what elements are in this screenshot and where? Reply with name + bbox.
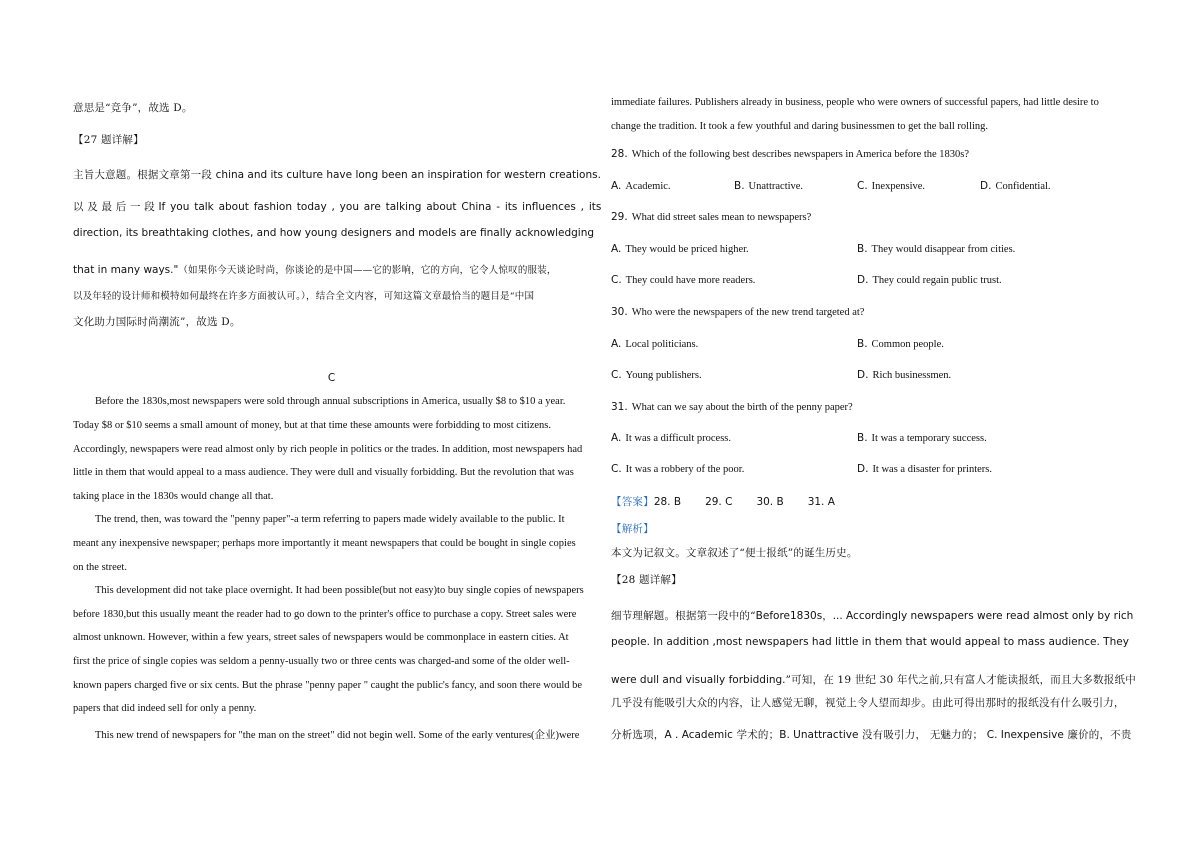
answer-line (611, 494, 859, 509)
option-28b[interactable]: B. Unattractive. (734, 180, 804, 192)
article-line: little in them that would appeal to a mass audience. They were dull and visually forbidding. But the revolution that was (73, 467, 574, 478)
paragraph: 主旨大意题。根据文章第一段 china and its culture have long been an inspiration for western creations. (73, 169, 601, 181)
option-29d[interactable]: D. They could regain public trust. (857, 274, 1002, 286)
article-line: The trend, then, was toward the "penny paper"-a term referring to papers made widely available to the public. It (95, 514, 565, 525)
detail-line: were dull and visually forbidding.”可知，在 19 世纪 30 年代之前,只有富人才能读报纸，而且大多数报纸中 (611, 674, 1136, 686)
question-30: 30. Who were the newspapers of the new trend targeted at? (611, 306, 865, 318)
heading-27: 【27 题详解】 (73, 134, 144, 146)
article-line: meant any inexpensive newspaper; perhaps more importantly it meant newspapers that could be bought in single copies (73, 538, 576, 549)
question-29: 29. What did street sales mean to newspapers? (611, 211, 812, 223)
option-31a[interactable]: A. It was a difficult process. (611, 432, 731, 444)
analysis-text: 本文为记叙文。文章叙述了“便士报纸”的诞生历史。 (611, 547, 858, 559)
option-29a[interactable]: A. They would be priced higher. (611, 243, 749, 255)
detail-line: people. In addition ,most newspapers had little in them that would appeal to mass audience. They (611, 636, 1129, 648)
question-31: 31. What can we say about the birth of the penny paper? (611, 401, 853, 413)
section-title: C (327, 372, 336, 384)
answer-29: 29. C (705, 496, 733, 508)
article-line: This new trend of newspapers for "the man on the street" did not begin well. Some of the early ventures(企业)were (95, 730, 580, 741)
option-28d[interactable]: D. Confidential. (980, 180, 1051, 192)
article-line: Today $8 or $10 seems a small amount of money, but at that time these amounts were forbidding to most citizens. (73, 420, 551, 431)
detail-line: 分析选项，A . Academic 学术的；B. Unattractive 没有吸引力， 无魅力的； C. Inexpensive 廉价的，不贵 (611, 729, 1132, 741)
article-line: before 1830,but this usually meant the reader had to go down to the printer's office to purchase a copy. Street sales were (73, 609, 577, 620)
article-line: Before the 1830s,most newspapers were sold through annual subscriptions in America, usually $8 to $10 a year. (95, 396, 566, 407)
option-28c[interactable]: C. Inexpensive. (857, 180, 926, 192)
option-28a[interactable]: A. Academic. (611, 180, 671, 192)
paragraph: 以及年轻的设计师和模特如何最终在许多方面被认可。），结合全文内容，可知这篇文章最恰当的题目是“中国 (73, 291, 535, 302)
article-line: Accordingly, newspapers were read almost only by rich people in politics or the trades. In addition, most newspapers had (73, 444, 583, 455)
article-line: This development did not take place overnight. It had been possible(but not easy)to buy single copies of newspapers (95, 585, 584, 596)
paragraph: that in many ways."（如果你今天谈论时尚，你谈论的是中国——它的影响，它的方向，它令人惊叹的服装， (73, 264, 557, 276)
option-30a[interactable]: A. Local politicians. (611, 338, 699, 350)
answer-31: 31. A (807, 496, 835, 508)
option-30c[interactable]: C. Young publishers. (611, 369, 702, 381)
article-line: on the street. (73, 562, 127, 573)
article-line: immediate failures. Publishers already in business, people who were owners of successful papers, had little desire to (611, 97, 1099, 108)
option-31d[interactable]: D. It was a disaster for printers. (857, 463, 992, 475)
paragraph: direction, its breathtaking clothes, and how young designers and models are finally acknowledging (73, 227, 595, 239)
option-29c[interactable]: C. They could have more readers. (611, 274, 756, 286)
detail-line: 细节理解题。根据第一段中的“Before1830s，... Accordingly newspapers were read almost only by rich (611, 610, 1134, 622)
option-31b[interactable]: B. It was a temporary success. (857, 432, 987, 444)
heading-28: 【28 题详解】 (611, 574, 682, 586)
detail-line: 几乎没有能吸引大众的内容，让人感觉无聊，视觉上令人望而却步。由此可得出那时的报纸没有什么吸引力， (611, 697, 1125, 709)
question-28: 28. Which of the following best describes newspapers in America before the 1830s? (611, 148, 970, 160)
paragraph: 文化助力国际时尚潮流”，故选 D。 (73, 316, 241, 328)
article-line: change the tradition. It took a few youthful and daring businessmen to get the ball rolling. (611, 121, 989, 132)
article-line: taking place in the 1830s would change all that. (73, 491, 274, 502)
answer-28: 28. B (653, 496, 682, 508)
option-30b[interactable]: B. Common people. (857, 338, 944, 350)
option-30d[interactable]: D. Rich businessmen. (857, 369, 952, 381)
article-line: almost unknown. However, within a few years, street sales of newspapers would be commonplace in eastern cities. At (73, 632, 569, 643)
analysis-label: 【解析】 (611, 523, 654, 535)
article-line: known papers charged five or six cents. But the phrase "penny paper " caught the public's fancy, and soon there would be (73, 680, 583, 691)
answer-label: 【答案】 (611, 496, 654, 508)
option-31c[interactable]: C. It was a robbery of the poor. (611, 463, 745, 475)
article-line: first the price of single copies was seldom a penny-usually two or three cents was charged-and some of the older well- (73, 656, 570, 667)
answer-30: 30. B (756, 496, 784, 508)
paragraph: 以 及 最 后 一 段 If you talk about fashion today , you are talking about China - its influences , its (73, 201, 602, 213)
paragraph: 意思是“竞争”，故选 D。 (73, 102, 193, 114)
article-line: papers that did indeed sell for only a penny. (73, 703, 257, 714)
option-29b[interactable]: B. They would disappear from cities. (857, 243, 1016, 255)
